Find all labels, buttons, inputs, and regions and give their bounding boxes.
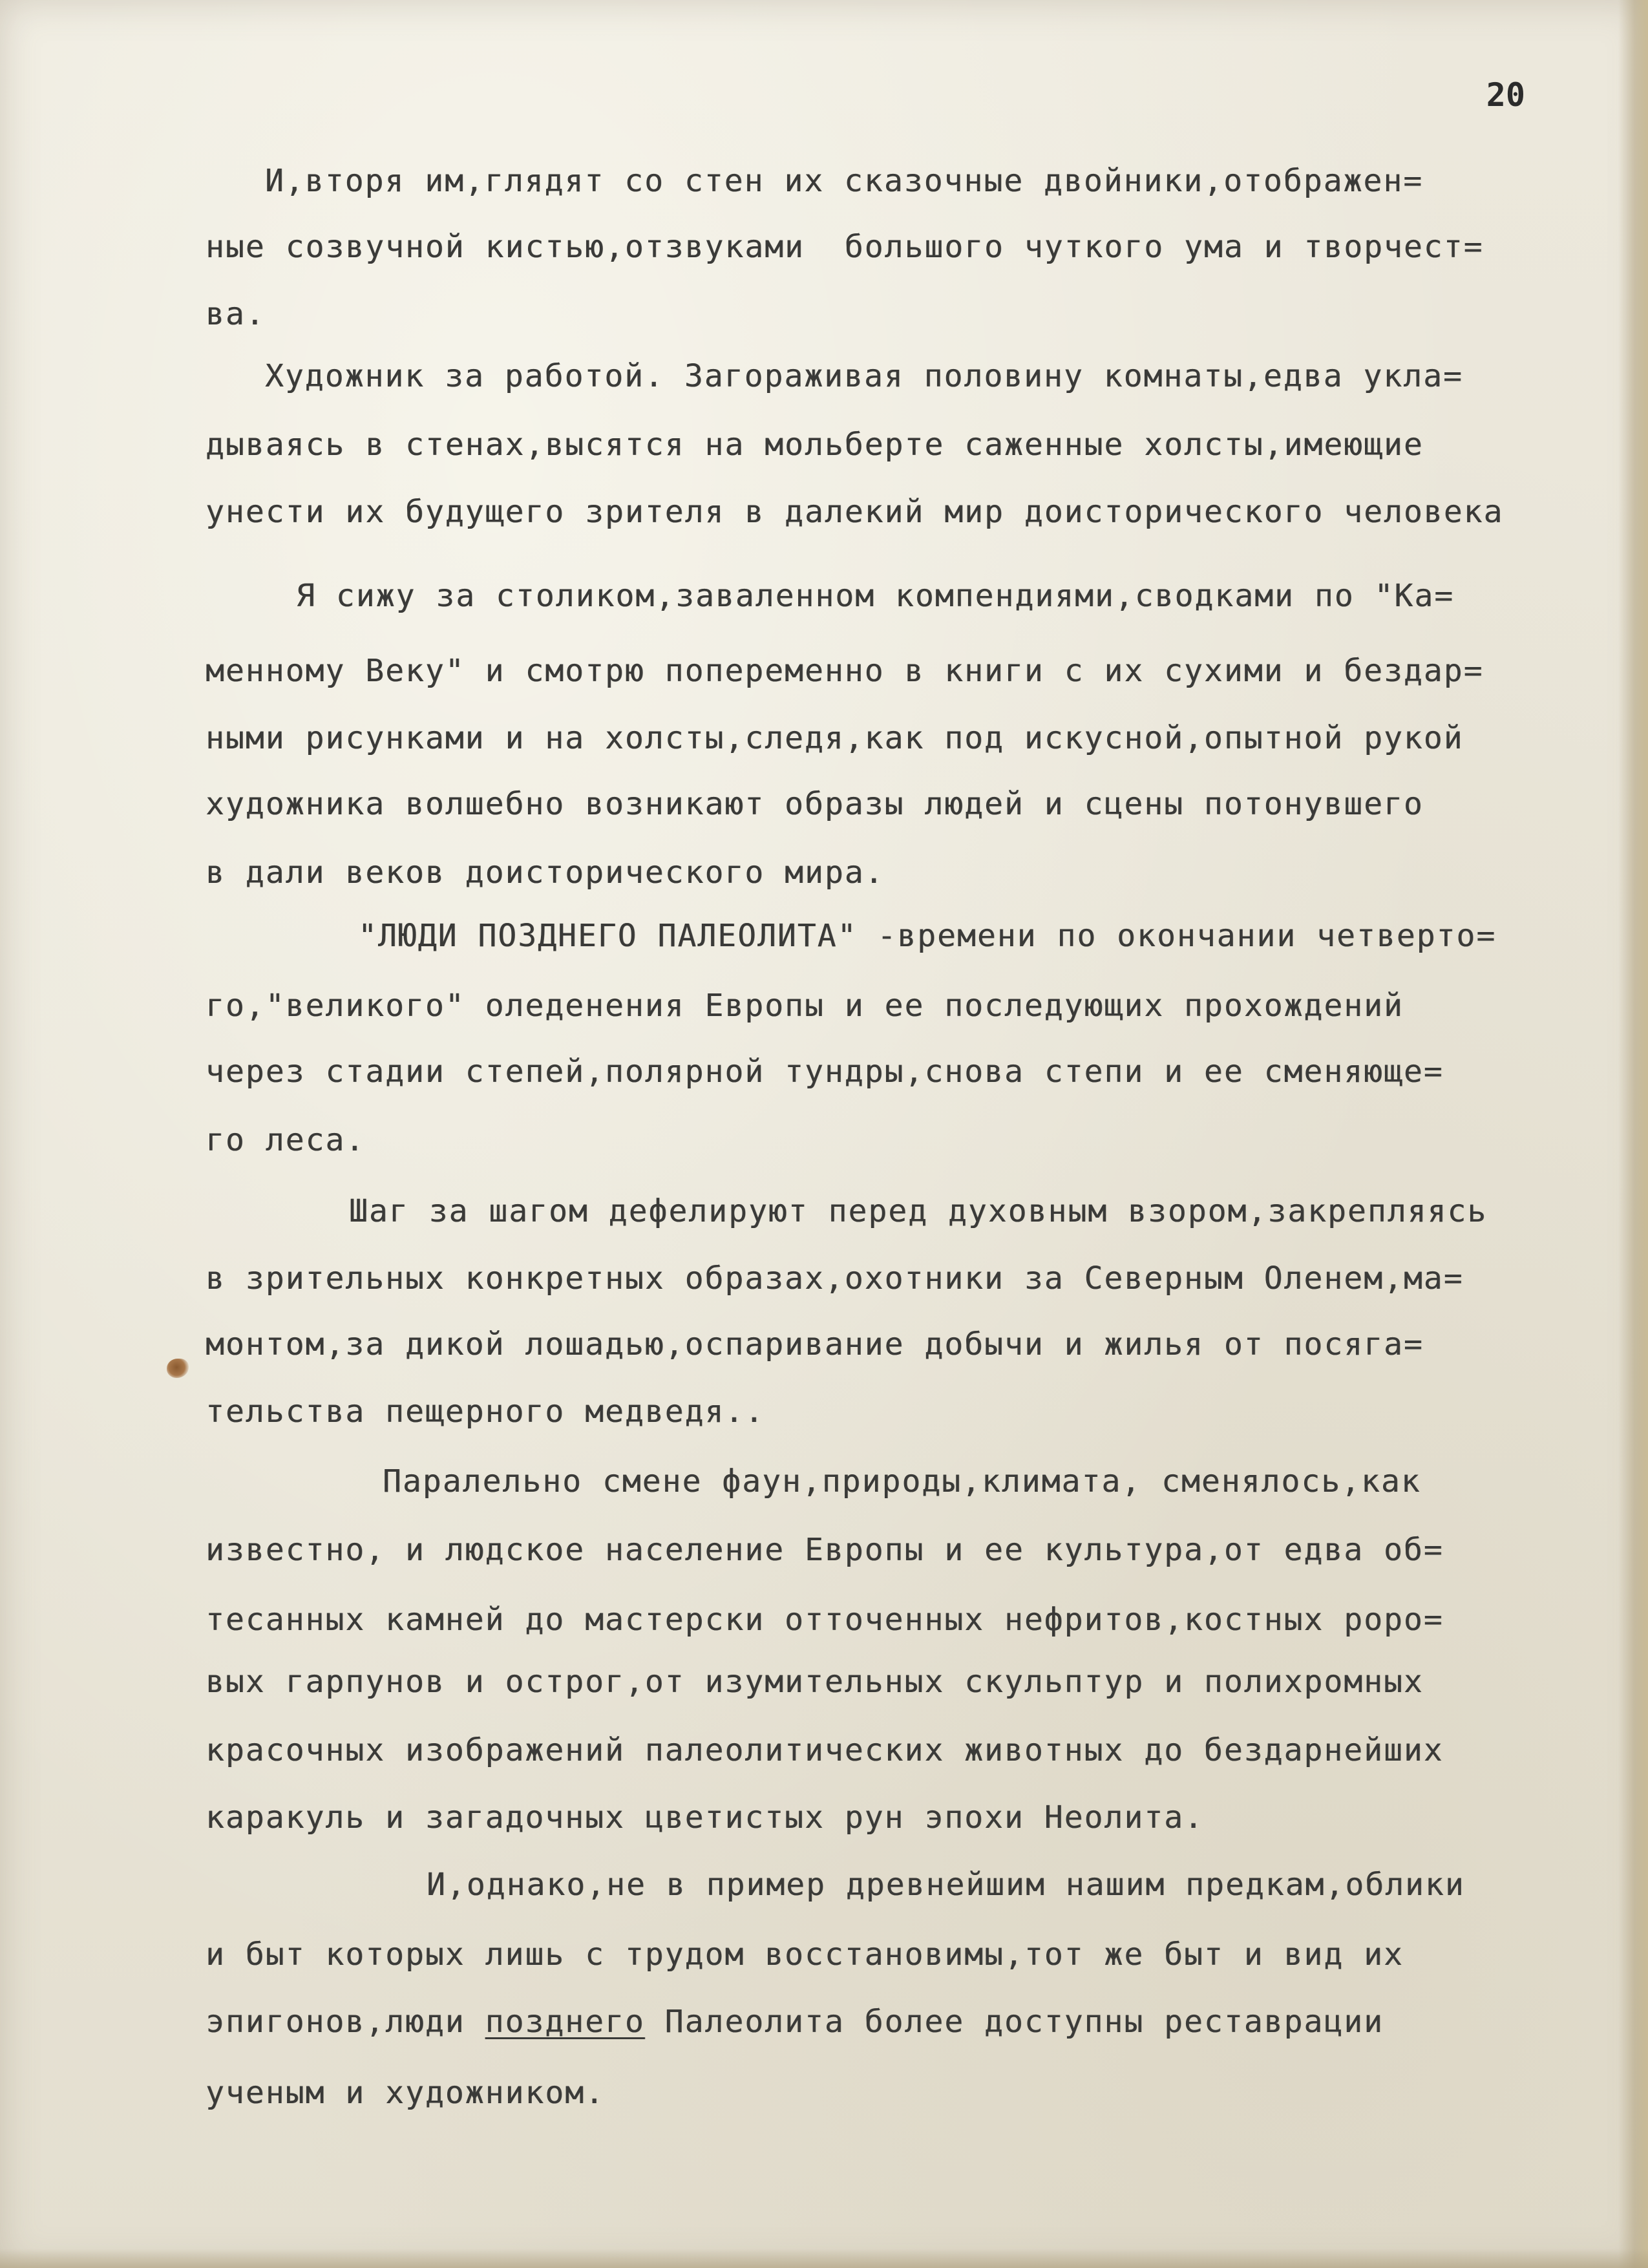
text-line: унести их будущего зрителя в далекий мир доисторического человека [206,494,1504,530]
text-line: го,"великого" оледенения Европы и ее последующих прохождений [206,988,1404,1024]
text-line: дываясь в стенах,высятся на мольберте саженные холсты,имеющие [206,427,1424,463]
text-line: монтом,за дикой лошадью,оспаривание добычи и жилья от посяга= [206,1326,1424,1362]
text-line: и быт которых лишь с трудом восстановимы,тот же быт и вид их [206,1936,1404,1973]
text-line: в дали веков доисторического мира. [206,854,885,891]
ink-stain [167,1359,189,1378]
text-line: художника волшебно возникают образы людей и сцены потонувшего [206,786,1424,822]
text-line: тельства пещерного медведя.. [206,1394,765,1430]
text-line: Я сижу за столиком,заваленном компендиями,сводками по "Ка= [296,578,1455,614]
text-line: ва. [206,296,266,332]
text-line: ными рисунками и на холсты,следя,как под искусной,опытной рукой [206,720,1464,756]
text-line: менному Веку" и смотрю попеременно в книги с их сухими и бездар= [206,653,1484,689]
page-number: 20 [1486,76,1525,114]
text-line: Художник за работой. Загораживая половину комнаты,едва укла= [265,358,1463,394]
text-line: эпигонов,люди позднего Палеолита более доступны реставрации [206,2004,1384,2040]
text-line: го леса. [206,1122,366,1158]
text-line: И,однако,не в пример древнейшим нашим предкам,облики [427,1867,1465,1903]
text-line: красочных изображений палеолитических животных до бездарнейших [206,1732,1444,1768]
page-edge-bottom [0,2249,1648,2268]
text-line: И,вторя им,глядят со стен их сказочные двойники,отображен= [265,163,1424,199]
text-line: Шаг за шагом дефелируют перед духовным взором,закрепляясь [349,1193,1488,1229]
page-edge-right [1618,0,1648,2268]
text-line: вых гарпунов и острог,от изумительных скульптур и полихромных [206,1664,1424,1700]
text-line: в зрительных конкретных образах,охотники за Северным Оленем,ма= [206,1260,1464,1297]
text-line: через стадии степей,полярной тундры,снова степи и ее сменяюще= [206,1054,1444,1090]
text-line: тесанных камней до мастерски отточенных нефритов,костных роро= [206,1602,1444,1638]
text-line: известно, и людское население Европы и ее культура,от едва об= [206,1532,1444,1568]
text-line: каракуль и загадочных цветистых рун эпохи Неолита. [206,1799,1204,1836]
text-line: Паралельно смене фаун,природы,климата, сменялось,как [383,1463,1421,1500]
text-line: ученым и художником. [206,2075,605,2111]
text-line: "ЛЮДИ ПОЗДНЕГО ПАЛЕОЛИТА" -времени по окончании четверто= [358,918,1497,954]
text-line: ные созвучной кистью,отзвуками большого чуткого ума и творчест= [206,229,1484,265]
